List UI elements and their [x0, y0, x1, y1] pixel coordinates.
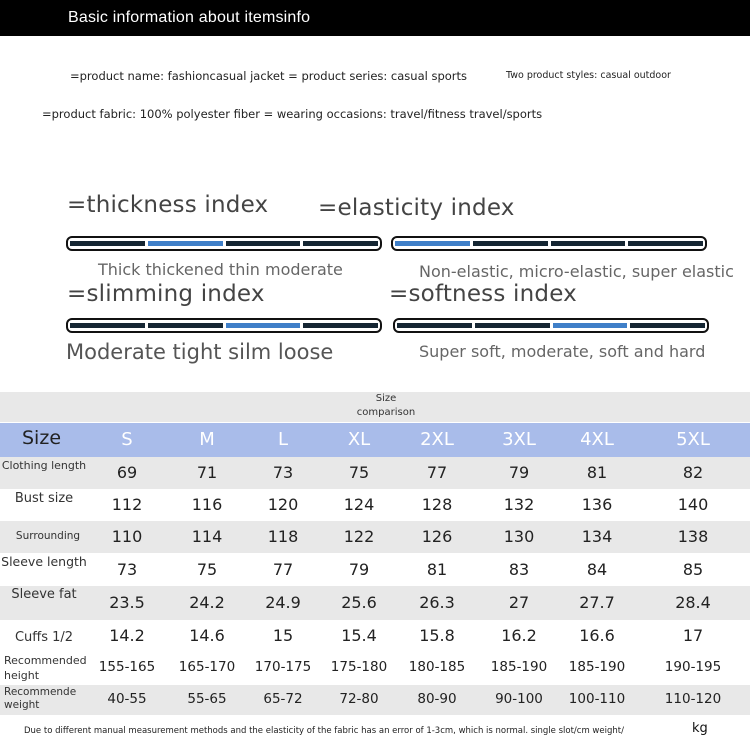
table-cell: 100-110 [568, 691, 626, 707]
table-cell: 40-55 [107, 691, 147, 707]
thickness-index-caption: Thick thickened thin moderate [98, 260, 343, 279]
product-info-line-2: =product fabric: 100% polyester fiber = wearing occasions: travel/fitness travel/sports [42, 107, 543, 121]
table-cell: 28.4 [675, 593, 711, 612]
table-cell: 155-165 [98, 659, 156, 675]
table-cell: 79 [348, 560, 370, 579]
table-cell: 82 [682, 463, 704, 482]
table-cell: 83 [508, 560, 530, 579]
thickness-segment-4 [303, 241, 378, 246]
softness-segment-1 [397, 323, 472, 328]
row-label: Bust size [14, 491, 74, 506]
softness-segment-2 [475, 323, 550, 328]
size-header-cell: 3XL [502, 429, 536, 450]
table-cell: 77 [272, 560, 294, 579]
row-label: Sleeve fat [11, 587, 77, 602]
table-cell: 120 [267, 495, 299, 514]
weight-unit-label: kg [692, 721, 708, 736]
table-cell: 15.4 [341, 626, 377, 645]
table-cell: 185-190 [568, 659, 626, 675]
table-cell: 110-120 [664, 691, 722, 707]
thickness-index-bar [66, 236, 382, 251]
table-cell: 116 [191, 495, 223, 514]
slimming-segment-4 [303, 323, 378, 328]
table-cell: 130 [503, 527, 535, 546]
table-cell: 79 [508, 463, 530, 482]
table-row [0, 620, 750, 650]
softness-index-bar [393, 318, 709, 333]
table-cell: 16.6 [579, 626, 615, 645]
header-bar [0, 0, 750, 36]
thickness-segment-3 [226, 241, 301, 246]
table-cell: 128 [421, 495, 453, 514]
table-cell: 73 [272, 463, 294, 482]
table-cell: 14.6 [189, 626, 225, 645]
slimming-index-caption: Moderate tight silm loose [66, 340, 334, 364]
table-cell: 81 [586, 463, 608, 482]
header-title: Basic information about itemsinfo [68, 9, 311, 26]
size-header-cell: 2XL [420, 429, 454, 450]
table-cell: 140 [677, 495, 709, 514]
row-label: Sleeve length [1, 554, 87, 569]
elasticity-segment-3 [551, 241, 626, 246]
elasticity-segment-4 [628, 241, 703, 246]
table-cell: 14.2 [109, 626, 145, 645]
table-cell: 122 [343, 527, 375, 546]
slimming-segment-2 [148, 323, 223, 328]
product-info-line-1: =product name: fashioncasual jacket = product series: casual sports [70, 69, 468, 83]
size-header-cell: L [277, 429, 289, 450]
table-cell: 75 [348, 463, 370, 482]
table-cell: 15 [272, 626, 294, 645]
table-cell: 16.2 [501, 626, 537, 645]
table-cell: 118 [267, 527, 299, 546]
table-caption-row [0, 392, 750, 422]
table-row [0, 521, 750, 553]
softness-segment-4 [630, 323, 705, 328]
softness-segment-3 [553, 323, 628, 328]
table-cell: 85 [682, 560, 704, 579]
table-cell: 138 [677, 527, 709, 546]
table-cell: 175-180 [330, 659, 388, 675]
softness-index-title: =softness index [389, 281, 577, 307]
table-cell: 55-65 [187, 691, 227, 707]
elasticity-segment-1 [395, 241, 470, 246]
table-cell: 124 [343, 495, 375, 514]
table-cell: 185-190 [490, 659, 548, 675]
table-caption-line-1: Size [375, 393, 397, 404]
table-cell: 71 [196, 463, 218, 482]
product-styles-text: Two product styles: casual outdoor [506, 70, 671, 81]
table-row [0, 457, 750, 489]
size-header-label: Size [22, 427, 62, 449]
slimming-segment-1 [70, 323, 145, 328]
table-row [0, 553, 750, 586]
table-cell: 84 [586, 560, 608, 579]
slimming-index-bar [66, 318, 382, 333]
thickness-segment-1 [70, 241, 145, 246]
row-label: Surrounding [15, 530, 81, 542]
table-cell: 72-80 [339, 691, 379, 707]
slimming-index-title: =slimming index [67, 281, 265, 307]
row-label: Clothing length [1, 459, 87, 472]
elasticity-segment-2 [473, 241, 548, 246]
table-cell: 170-175 [254, 659, 312, 675]
size-header-cell: M [199, 429, 215, 450]
size-header-cell: XL [347, 429, 371, 450]
measurement-note: Due to different manual measurement methods and the elasticity of the fabric has an error of 1-3cm, which is normal. single slot/cm weight/ [24, 726, 624, 736]
table-cell: 165-170 [178, 659, 236, 675]
table-cell: 27 [508, 593, 530, 612]
table-cell: 15.8 [419, 626, 455, 645]
elasticity-index-caption: Non-elastic, micro-elastic, super elastic [419, 262, 734, 281]
table-cell: 26.3 [419, 593, 455, 612]
table-cell: 73 [116, 560, 138, 579]
size-header-cell: S [121, 429, 133, 450]
thickness-segment-2 [148, 241, 223, 246]
table-cell: 17 [682, 626, 704, 645]
table-cell: 65-72 [263, 691, 303, 707]
softness-index-caption: Super soft, moderate, soft and hard [419, 342, 706, 361]
table-cell: 134 [581, 527, 613, 546]
table-cell: 25.6 [341, 593, 377, 612]
size-header-cell: 5XL [676, 429, 710, 450]
table-cell: 112 [111, 495, 143, 514]
table-cell: 75 [196, 560, 218, 579]
table-row [0, 685, 750, 715]
table-cell: 23.5 [109, 593, 145, 612]
table-caption-line-2: comparison [356, 407, 416, 418]
table-cell: 80-90 [417, 691, 457, 707]
table-cell: 90-100 [495, 691, 543, 707]
table-row [0, 652, 750, 684]
table-cell: 136 [581, 495, 613, 514]
size-header-cell: 4XL [580, 429, 614, 450]
table-cell: 24.2 [189, 593, 225, 612]
table-cell: 77 [426, 463, 448, 482]
table-cell: 114 [191, 527, 223, 546]
row-label: Recommende weight [4, 686, 77, 711]
table-cell: 126 [421, 527, 453, 546]
elasticity-index-bar [391, 236, 707, 251]
table-cell: 180-185 [408, 659, 466, 675]
table-cell: 132 [503, 495, 535, 514]
table-row [0, 586, 750, 620]
row-label: Cuffs 1/2 [14, 630, 74, 645]
row-label: Recommended height [4, 654, 87, 682]
elasticity-index-title: =elasticity index [318, 195, 515, 221]
table-cell: 81 [426, 560, 448, 579]
table-row [0, 489, 750, 521]
table-cell: 27.7 [579, 593, 615, 612]
size-header-row [0, 423, 750, 457]
slimming-segment-3 [226, 323, 301, 328]
thickness-index-title: =thickness index [67, 192, 269, 218]
table-cell: 69 [116, 463, 138, 482]
table-cell: 24.9 [265, 593, 301, 612]
table-cell: 110 [111, 527, 143, 546]
table-cell: 190-195 [664, 659, 722, 675]
